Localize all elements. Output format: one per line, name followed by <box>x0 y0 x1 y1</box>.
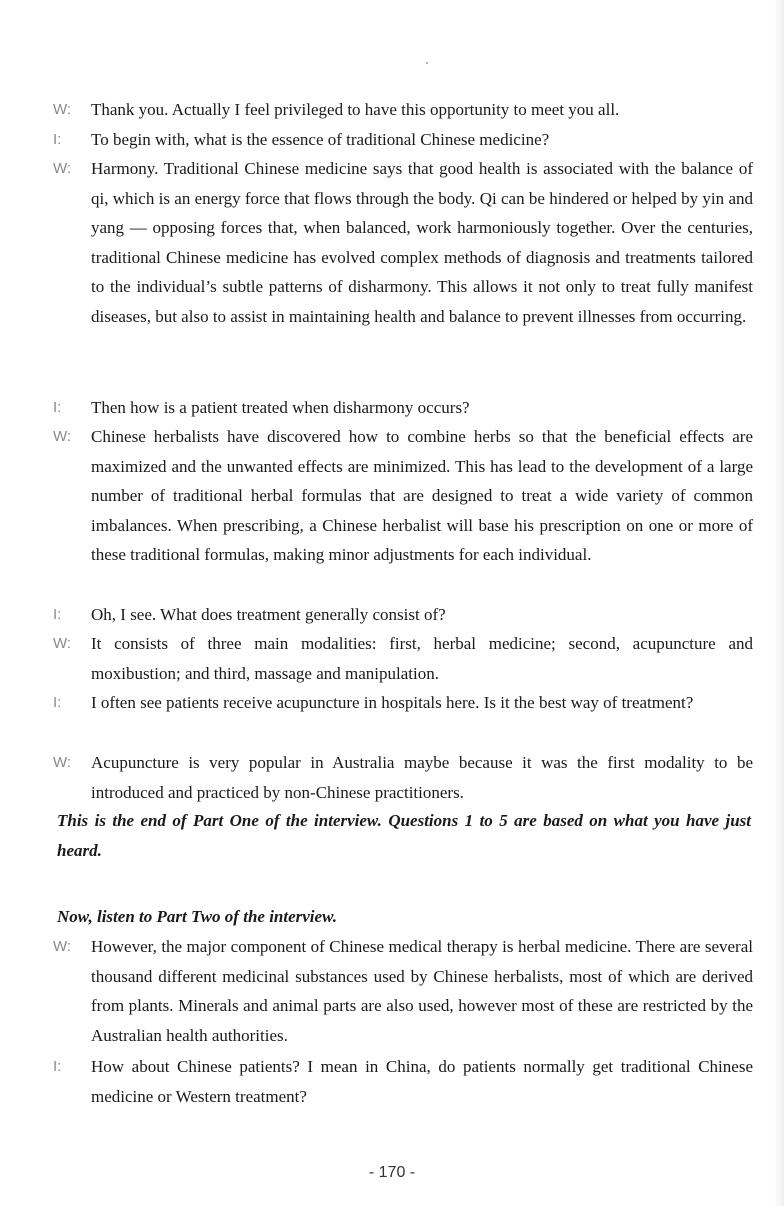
dialogue-turn <box>53 748 753 807</box>
speaker-label: I: <box>53 399 62 416</box>
turn-text: Thank you. Actually I feel privileged to have this opportunity to meet you all. <box>91 100 620 119</box>
turn-text: However, the major component of Chinese medical therapy is herbal medicine. There are several thousand different medicinal substances used by Chinese herbalists, most of which are derived from plants. Minerals and animal parts are also used, however most of these are restricted by the Australian health authorities. <box>91 937 753 1045</box>
dialogue-turn <box>53 422 753 570</box>
speaker-label: I: <box>53 694 62 711</box>
turn-text: How about Chinese patients? I mean in China, do patients normally get traditional Chinese medicine or Western treatment? <box>91 1057 753 1106</box>
speaker-label: W: <box>53 160 72 177</box>
turn-text: It consists of three main modalities: first, herbal medicine; second, acupuncture and moxibustion; and third, massage and manipulation. <box>91 634 753 683</box>
dialogue-turn <box>53 95 753 125</box>
page-number: - 170 - <box>368 1164 416 1181</box>
dialogue-turn <box>53 932 753 1050</box>
dialogue-turn <box>53 629 753 688</box>
part-one-end-instruction: This is the end of Part One of the interview. Questions 1 to 5 are based on what you have just heard. <box>57 811 751 860</box>
part-two-intro-instruction: Now, listen to Part Two of the interview. <box>57 907 338 926</box>
speaker-label: W: <box>53 428 72 445</box>
turn-text: To begin with, what is the essence of traditional Chinese medicine? <box>91 130 550 149</box>
speaker-label: W: <box>53 635 72 652</box>
speaker-label: I: <box>53 606 62 623</box>
dialogue-turn <box>53 688 753 718</box>
turn-text: I often see patients receive acupuncture in hospitals here. Is it the best way of treatment? <box>91 693 694 712</box>
page-edge-shadow <box>774 0 784 1206</box>
dialogue-turn <box>53 600 753 630</box>
speaker-label: W: <box>53 938 72 955</box>
speaker-label: W: <box>53 101 72 118</box>
turn-text: Oh, I see. What does treatment generally consist of? <box>91 605 446 624</box>
turn-text: Chinese herbalists have discovered how to combine herbs so that the beneficial effects are maximized and the unwanted effects are minimized. This has lead to the development of a large number of traditional herbal formulas that are designed to treat a wide variety of common imbalances. When prescribing, a Chinese herbalist will base his prescription on one or more of these traditional formulas, making minor adjustments for each individual. <box>91 427 753 564</box>
dialogue-turn <box>53 393 753 423</box>
turn-text: Acupuncture is very popular in Australia maybe because it was the first modality to be introduced and practiced by non-Chinese practitioners. <box>91 753 753 802</box>
speaker-label: W: <box>53 754 72 771</box>
turn-text: Harmony. Traditional Chinese medicine says that good health is associated with the balance of qi, which is an energy force that flows through the body. Qi can be hindered or helped by yin and yang — opposing forces that, when balanced, work harmoniously together. Over the centuries, traditional Chinese medicine has evolved complex methods of diagnosis and treatments tailored to the individual’s subtle patterns of disharmony. This allows it not only to treat fully manifest diseases, but also to assist in maintaining health and balance to prevent illnesses from occurring. <box>91 159 753 326</box>
dialogue-turn <box>53 125 753 155</box>
speck <box>426 62 428 64</box>
turn-text: Then how is a patient treated when disharmony occurs? <box>91 398 470 417</box>
dialogue-turn <box>53 154 753 331</box>
speaker-label: I: <box>53 131 62 148</box>
dialogue-turn <box>53 1052 753 1111</box>
speaker-label: I: <box>53 1058 62 1075</box>
